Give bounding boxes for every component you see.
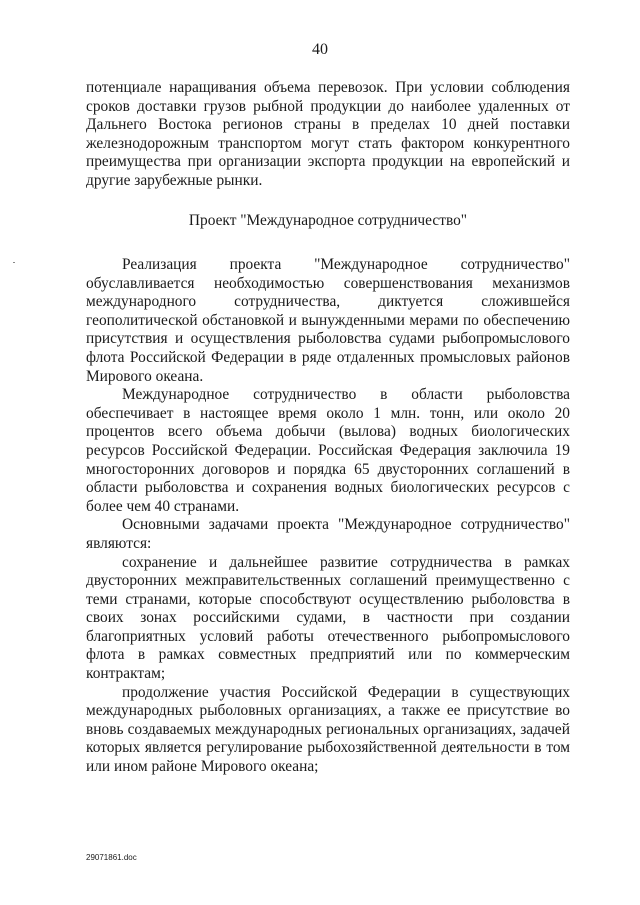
intro-paragraph: потенциале наращивания объема перевозок. При условии соблюдения сроков доставки грузов рыбной продукции до наиболее удаленных от Дальнего Востока регионов страны в пределах 10 дней поставки железнодорожным транспортом могут стать фактором конкурентного преимущества при организации экспорта продукции на европейский и другие зарубежные рынки. [86, 79, 570, 189]
margin-mark [13, 262, 15, 263]
paragraph-5: продолжение участия Российской Федерации в существующих международных рыболовных организациях, а также ее присутствие во вновь создаваемых международных региональных организациях, задачей которых является регулирование рыбохозяйственной деятельности в том или ином районе Мирового океана; [86, 683, 570, 776]
intro-paragraph-block [86, 79, 570, 191]
paragraph-3: Основными задачами проекта "Международное сотрудничество" являются: [86, 516, 570, 552]
footer-filename: 29071861.doc [86, 853, 137, 862]
paragraph-1: Реализация проекта "Международное сотрудничество" обуславливается необходимостью совершенствования механизмов международного сотрудничества, диктуется сложившейся геополитической обстановкой и вынужденными мерами по обеспечению присутствия и осуществления рыболовства судами рыбопромыслового флота Российской Федерации в ряде отдаленных промысловых районов Мирового океана. [86, 256, 570, 385]
body-text [86, 256, 570, 777]
page-number: 40 [312, 41, 328, 58]
section-heading: Проект "Международное сотрудничество" [188, 212, 468, 229]
paragraph-4: сохранение и дальнейшее развитие сотрудничества в рамках двусторонних межправительственных соглашений преимущественно с теми странами, которые способствуют осуществлению рыболовства в своих зонах российскими судами, в частности при создании благоприятных условий работы отечественного рыбопромыслового флота в рамках совместных предприятий или по коммерческим контрактам; [86, 553, 570, 683]
paragraph-2: Международное сотрудничество в области рыболовства обеспечивает в настоящее время около 1 млн. тонн, или около 20 процентов всего объема добычи (вылова) водных биологических ресурсов Российской Федерации. Российская Федерация заключила 19 многосторонних договоров и порядка 65 двусторонних соглашений в области рыболовства и сохранения водных биологических ресурсов с более чем 40 странами. [86, 386, 570, 515]
